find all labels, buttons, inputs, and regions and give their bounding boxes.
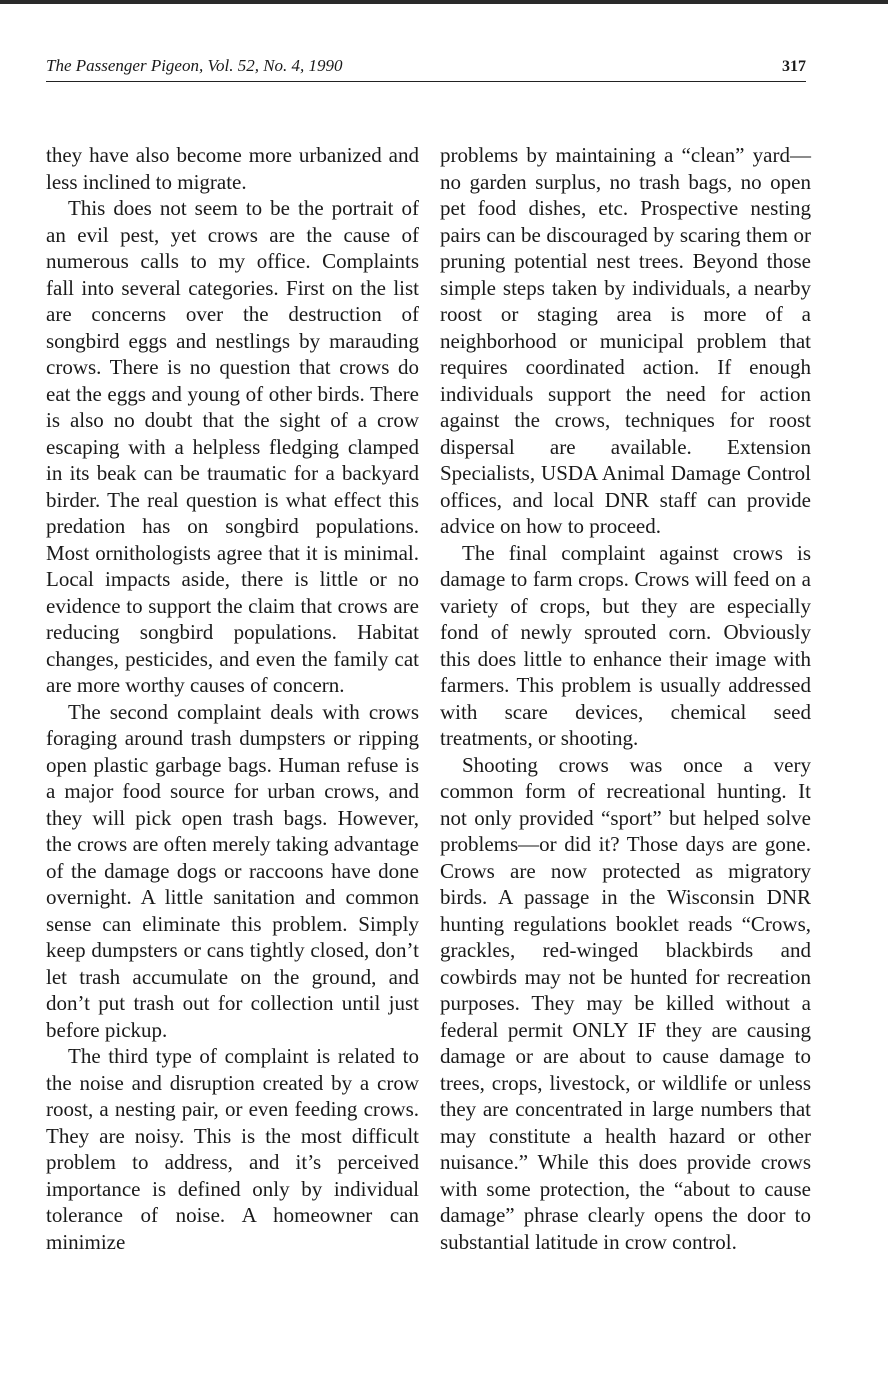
page-number: 317 [782,58,806,75]
right-column [440,142,811,1255]
paragraph: The final complaint against crows is damage to farm crops. Crows will feed on a variety of crops, but they are especially fond of newly sprouted corn. Obviously this does little to enhance their image with farmers. This problem is usually addressed with scare devices, chemical seed treatments, or shooting. [440,540,811,750]
left-column [46,142,419,1255]
page-top-edge [0,0,888,4]
header-rule [46,81,806,82]
paragraph: The third type of complaint is related to the noise and disruption created by a crow roost, a nesting pair, or even feeding crows. They are noisy. This is the most difficult problem to address, and it’s perceived importance is defined only by individual tolerance of noise. A homeowner can minimize [46,1044,419,1254]
paragraph: The second complaint deals with crows foraging around trash dumpsters or ripping open plastic garbage bags. Human refuse is a major food source for urban crows, and they will pick open trash bags. However, the crows are often merely taking advantage of the damage dogs or raccoons have done overnight. A little sanitation and common sense can eliminate this problem. Simply keep dumpsters or cans tightly closed, don’t let trash accumulate on the ground, and don’t put trash out for collection until just before pickup. [46,699,419,1042]
paragraph: problems by maintaining a “clean” yard—no garden surplus, no trash bags, no open pet food dishes, etc. Prospective nesting pairs can be discouraged by scaring them or pruning potential nest trees. Beyond those simple steps taken by individuals, a nearby roost or staging area is more of a neighborhood or municipal problem that requires coordinated action. If enough individuals support the need for action against the crows, techniques for roost dispersal are available. Extension Specialists, USDA Animal Damage Control offices, and local DNR staff can provide advice on how to proceed. [440,143,811,538]
paragraph: This does not seem to be the portrait of an evil pest, yet crows are the cause of numerous calls to my office. Complaints fall into several categories. First on the list are concerns over the destruction of songbird eggs and nestlings by marauding crows. There is no question that crows do eat the eggs and young of other birds. There is also no doubt that the sight of a crow escaping with a helpless fledging clamped in its beak can be traumatic for a backyard birder. The real question is what effect this predation has on songbird populations. Most ornithologists agree that it is minimal. Local impacts aside, there is little or no evidence to support the claim that crows are reducing songbird populations. Habitat changes, pesticides, and even the family cat are more worthy causes of concern. [46,196,419,697]
paragraph: they have also become more urbanized and less inclined to migrate. [46,143,419,194]
running-header [46,56,806,76]
journal-citation: The Passenger Pigeon, Vol. 52, No. 4, 1990 [46,56,343,75]
paragraph: Shooting crows was once a very common form of recreational hunting. It not only provided “sport” but helped solve problems—or did it? Those days are gone. Crows are now protected as migratory birds. A passage in the Wisconsin DNR hunting regulations booklet reads “Crows, grackles, red-winged blackbirds and cowbirds may not be hunted for recreation purposes. They may be killed without a federal permit ONLY IF they are causing damage or are about to cause damage to trees, crops, livestock, or wildlife or unless they are concentrated in large numbers that may constitute a health hazard or other nuisance.” While this does provide crows with some protection, the “about to cause damage” phrase clearly opens the door to substantial latitude in crow control. [440,752,811,1254]
